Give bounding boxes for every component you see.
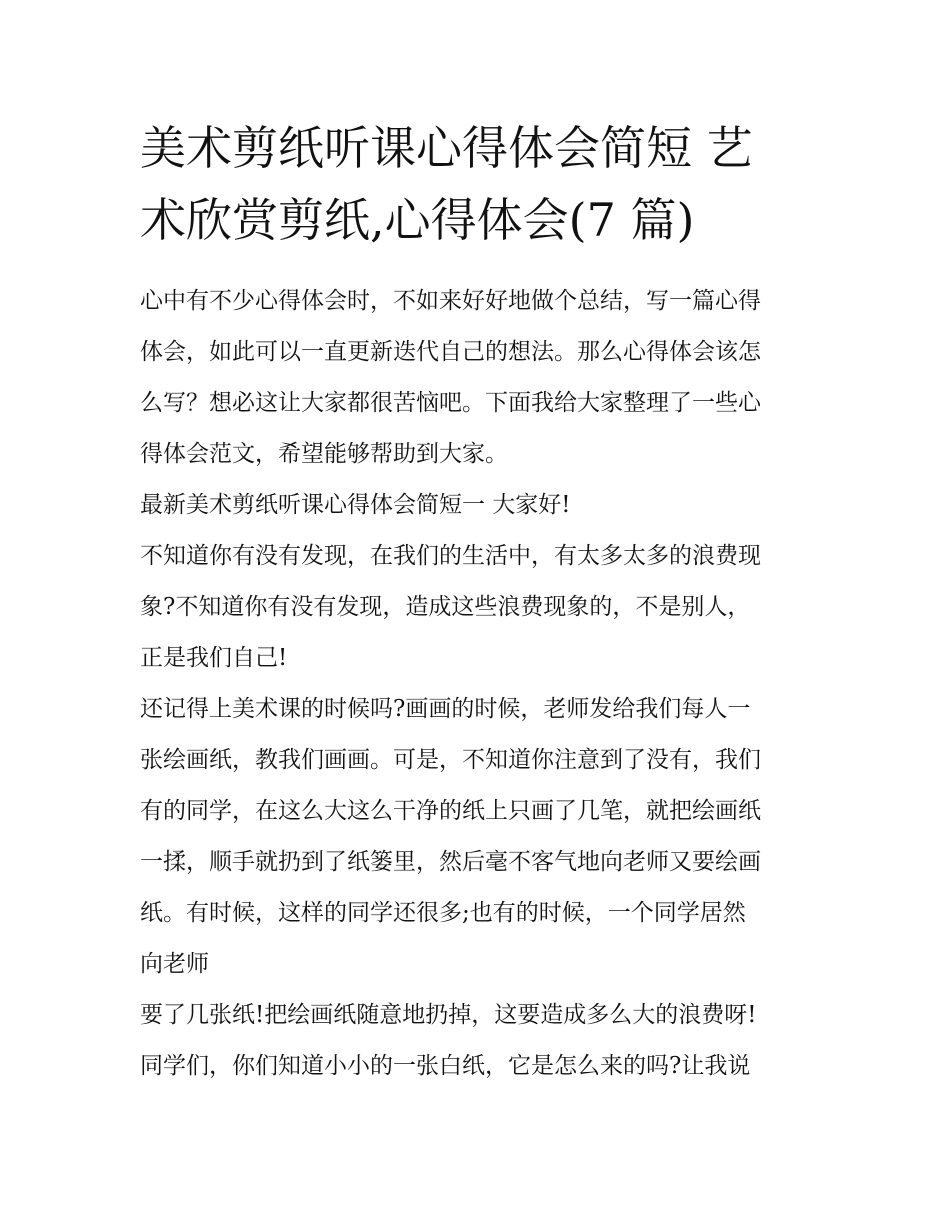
body-line-9: 还记得上美术课的时候吗?画画的时候，老师发给我们每人一	[140, 696, 751, 722]
body-line-7: 象?不知道你有没有发现，造成这些浪费现象的，不是别人，	[140, 594, 751, 620]
document-title	[140, 112, 820, 256]
body-line-8: 正是我们自己!	[140, 645, 288, 671]
body-line-4: 得体会范文，希望能够帮助到大家。	[140, 441, 508, 467]
body-line-12: 一揉，顺手就扔到了纸篓里，然后毫不客气地向老师又要绘画	[140, 849, 761, 875]
body-line-6: 不知道你有没有发现，在我们的生活中，有太多太多的浪费现	[140, 543, 761, 569]
section-heading: 最新美术剪纸听课心得体会简短一 大家好!	[140, 492, 571, 518]
body-line-10: 张绘画纸，教我们画画。可是，不知道你注意到了没有，我们	[140, 747, 761, 773]
document-body	[140, 276, 820, 1092]
body-line-13: 纸。有时候，这样的同学还很多;也有的时候，一个同学居然	[140, 900, 746, 926]
body-line-14: 向老师	[140, 951, 209, 977]
body-line-3: 么写？想必这让大家都很苦恼吧。下面我给大家整理了一些心	[140, 390, 761, 416]
title-line-1: 美术剪纸听课心得体会简短 艺	[140, 121, 753, 175]
body-line-2: 体会，如此可以一直更新迭代自己的想法。那么心得体会该怎	[140, 339, 761, 365]
body-line-1: 心中有不少心得体会时，不如来好好地做个总结，写一篇心得	[140, 288, 761, 314]
body-line-11: 有的同学，在这么大这么干净的纸上只画了几笔，就把绘画纸	[140, 798, 761, 824]
body-line-15: 要了几张纸!把绘画纸随意地扔掉，这要造成多么大的浪费呀!	[140, 1002, 757, 1028]
body-line-16: 同学们，你们知道小小的一张白纸，它是怎么来的吗?让我说	[140, 1053, 751, 1079]
title-line-2: 术欣赏剪纸,心得体会(7 篇)	[140, 193, 695, 247]
